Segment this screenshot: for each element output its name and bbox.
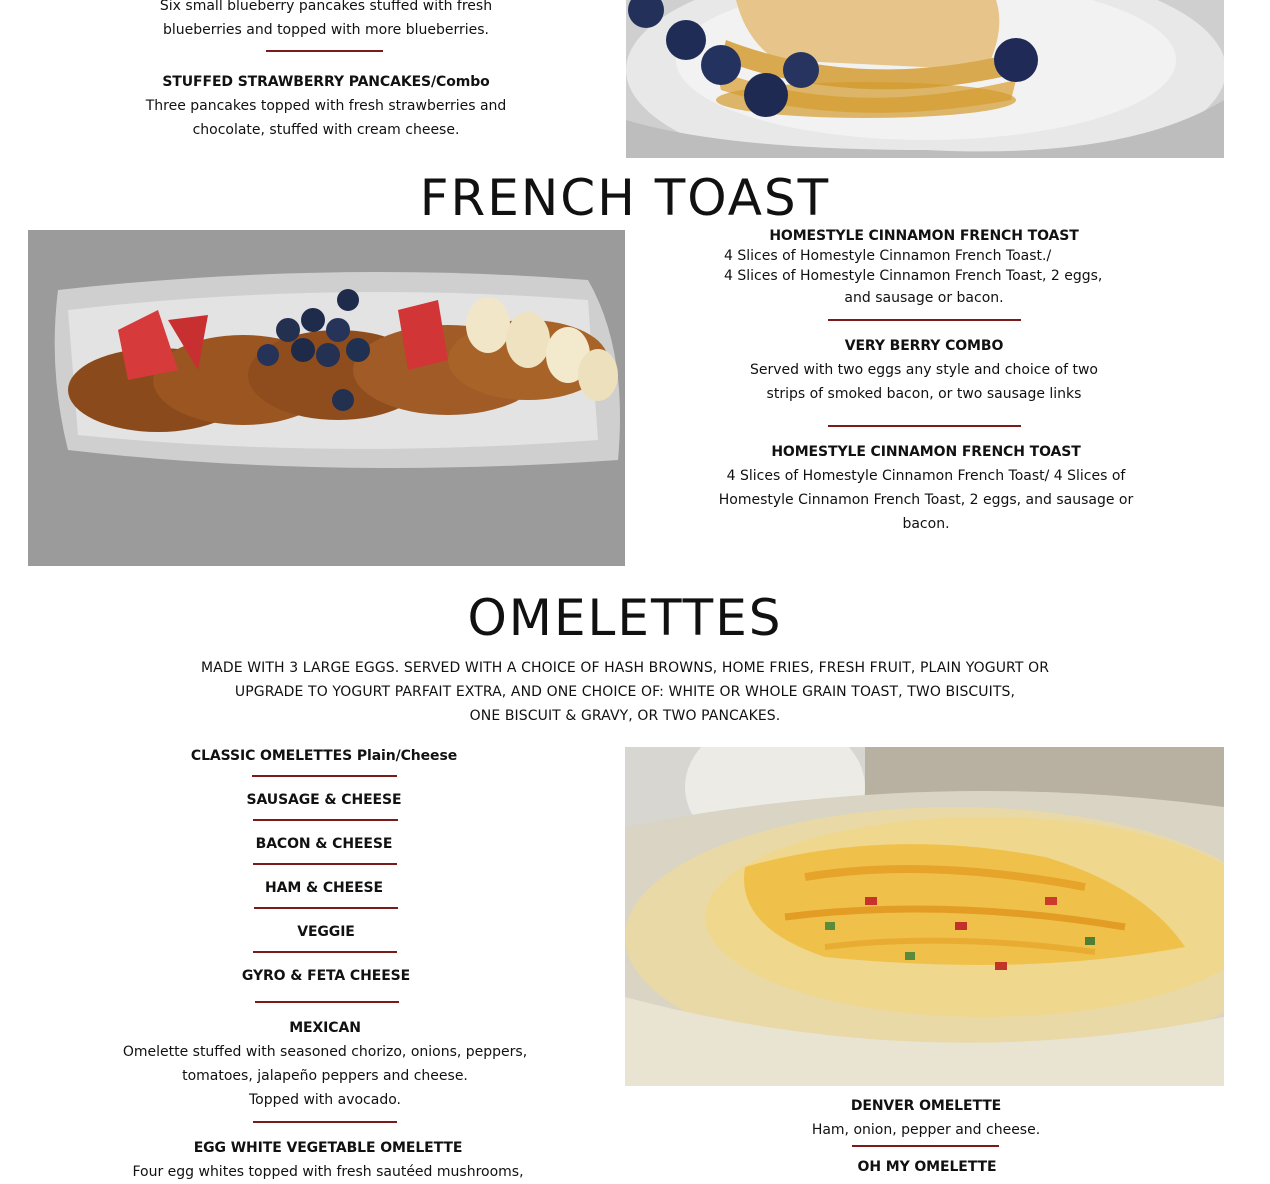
desc-line: 4 Slices of Homestyle Cinnamon French Toast/ 4 Slices of (726, 468, 1126, 484)
desc-line: tomatoes, jalapeño peppers and cheese. (182, 1068, 468, 1084)
desc-line: Three pancakes topped with fresh strawberries and (145, 98, 507, 114)
egg-white-title: EGG WHITE VEGETABLE OMELETTE (193, 1140, 463, 1156)
blueberry-pancakes-desc (126, 0, 526, 42)
divider (266, 50, 383, 52)
ft-item2-title: VERY BERRY COMBO (844, 338, 1004, 354)
divider (254, 907, 398, 909)
desc-line: and sausage or bacon. (844, 290, 1004, 306)
ft-item1-title: HOMESTYLE CINNAMON FRENCH TOAST (769, 228, 1079, 244)
desc-line: Served with two eggs any style and choice of two (750, 362, 1098, 378)
ft-item2-desc (724, 358, 1124, 406)
ft-item3-title: HOMESTYLE CINNAMON FRENCH TOAST (771, 444, 1081, 460)
stuffed-strawberry-desc (126, 94, 526, 142)
omelette-item: GYRO & FETA CHEESE (241, 968, 411, 984)
divider (253, 951, 397, 953)
desc-line: 4 Slices of Homestyle Cinnamon French Toast, 2 eggs, (724, 268, 1103, 284)
desc-line: Topped with avocado. (249, 1092, 401, 1108)
divider (255, 1001, 399, 1003)
omelette-item: HAM & CHEESE (264, 880, 383, 896)
section-title-french-toast: FRENCH TOAST (419, 169, 831, 227)
denver-title: DENVER OMELETTE (850, 1098, 1002, 1114)
oh-my-title: OH MY OMELETTE (857, 1159, 997, 1175)
divider (852, 1145, 999, 1147)
divider (253, 1121, 397, 1123)
desc-line: 4 Slices of Homestyle Cinnamon French Toast./ (724, 248, 1052, 264)
intro-line: ONE BISCUIT & GRAVY, OR TWO PANCAKES. (469, 708, 781, 724)
divider (253, 863, 397, 865)
section-title-omelettes: OMELETTES (467, 589, 783, 647)
omelette-photo (625, 747, 1224, 1086)
intro-line: MADE WITH 3 LARGE EGGS. SERVED WITH A CHOICE OF HASH BROWNS, HOME FRIES, FRESH FRUIT, PLAIN YOGURT OR (200, 660, 1050, 676)
desc-line: chocolate, stuffed with cream cheese. (192, 122, 460, 138)
mexican-desc (95, 1040, 555, 1112)
intro-line: UPGRADE TO YOGURT PARFAIT EXTRA, AND ONE CHOICE OF: WHITE OR WHOLE GRAIN TOAST, TWO BISCUITS, (234, 684, 1016, 700)
egg-white-desc: Four egg whites topped with fresh sautéed mushrooms, (132, 1164, 524, 1180)
desc-line: Six small blueberry pancakes stuffed with fresh (159, 0, 493, 14)
desc-line: Omelette stuffed with seasoned chorizo, onions, peppers, (122, 1044, 528, 1060)
french-toast-photo (28, 230, 625, 566)
ft-item1-desc (724, 246, 1124, 310)
divider (828, 319, 1021, 321)
denver-desc: Ham, onion, pepper and cheese. (811, 1122, 1041, 1138)
desc-line: Homestyle Cinnamon French Toast, 2 eggs, and sausage or (718, 492, 1134, 508)
stuffed-strawberry-title: STUFFED STRAWBERRY PANCAKES/Combo (162, 74, 490, 90)
omelette-item: BACON & CHEESE (255, 836, 393, 852)
mexican-title: MEXICAN (289, 1020, 361, 1036)
pancakes-photo (626, 0, 1224, 158)
divider (253, 819, 398, 821)
omelettes-intro (150, 656, 1100, 728)
divider (828, 425, 1021, 427)
ft-item3-desc (714, 464, 1138, 536)
desc-line: blueberries and topped with more blueberries. (163, 22, 489, 38)
desc-line: bacon. (902, 516, 950, 532)
omelette-item: SAUSAGE & CHEESE (246, 792, 402, 808)
omelette-item: VEGGIE (297, 924, 355, 940)
desc-line: strips of smoked bacon, or two sausage links (766, 386, 1082, 402)
omelette-item: CLASSIC OMELETTES Plain/Cheese (190, 748, 458, 764)
divider (252, 775, 397, 777)
